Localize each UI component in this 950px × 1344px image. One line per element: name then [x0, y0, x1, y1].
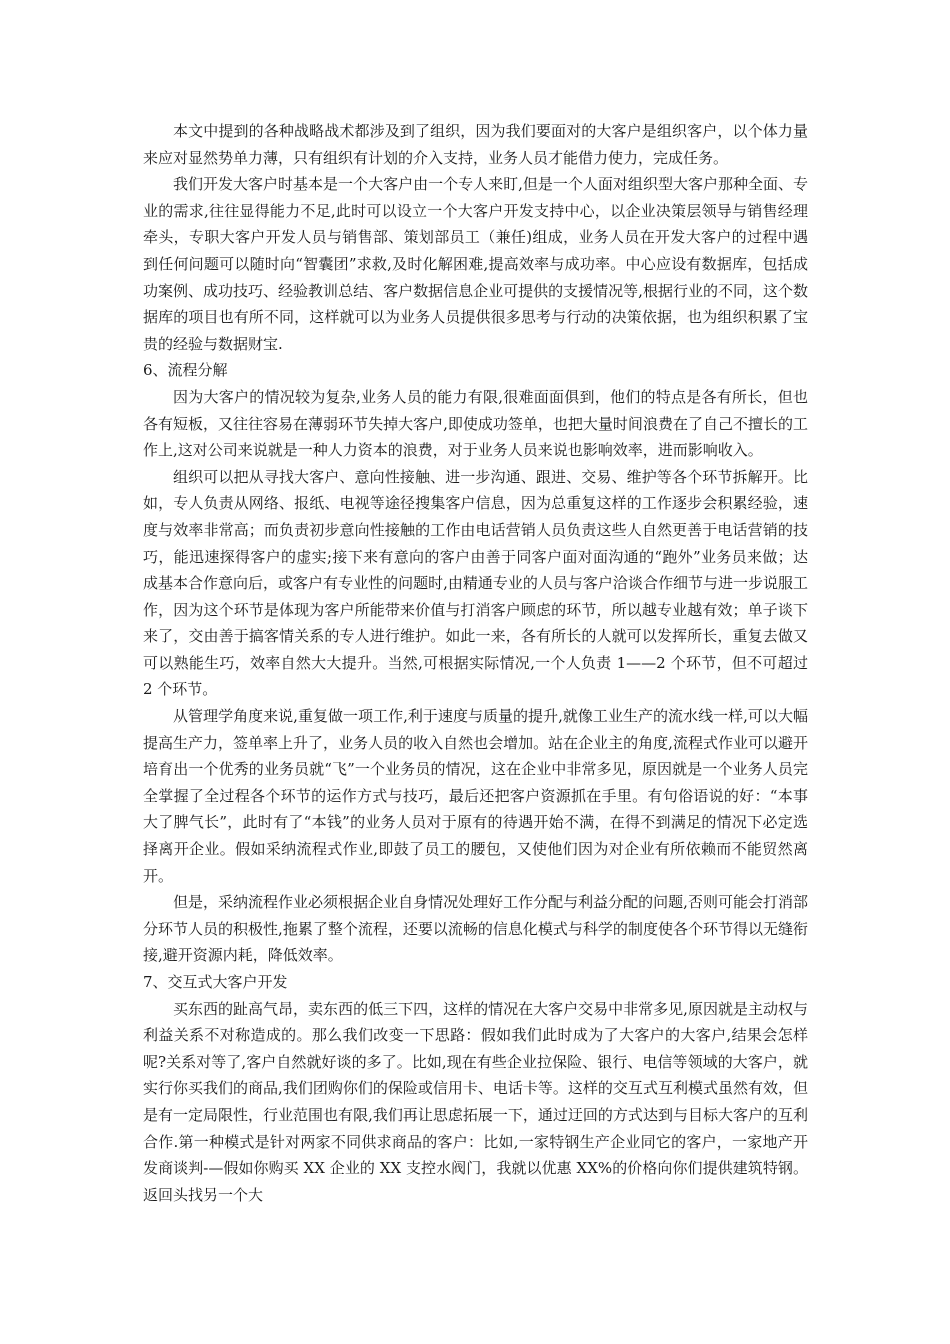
- paragraph-organization-intro: 本文中提到的各种战略战术都涉及到了组织，因为我们要面对的大客户是组织客户，以个体力量来应对显然势单力薄，只有组织有计划的介入支持，业务人员才能借力使力，完成任务。: [143, 122, 808, 167]
- section-heading-interactive: 7、交互式大客户开发: [143, 973, 288, 991]
- paragraph-process-problem: 因为大客户的情况较为复杂,业务人员的能力有限,很难面面俱到，他们的特点是各有所长，但也各有短板，又往往容易在薄弱环节失掉大客户,即使成功签单，也把大量时间浪费在了自己不擅长的工作上,这对公司来说就是一种人力资本的浪费，对于业务人员来说也影响效率，进而影响收入。: [143, 387, 808, 460]
- paragraph-management-view: 从管理学角度来说,重复做一项工作,利于速度与质量的提升,就像工业生产的流水线一样,可以大幅提高生产力，签单率上升了，业务人员的收入自然也会增加。站在企业主的角度,流程式作业可以避开培育出一个优秀的业务员就“飞”一个业务员的情况，这在企业中非常多见，原因就是一个业务人员完全掌握了全过程各个环节的运作方式与技巧，最后还把客户资源抓在手里。有句俗语说的好：“本事大了脾气长”，此时有了“本钱”的业务人员对于原有的待遇开始不满，在得不到满足的情况下必定选择离开企业。假如采纳流程式作业,即鼓了员工的腰包，又使他们因为对企业有所依赖而不能贸然离开。: [143, 707, 808, 885]
- section-heading-process: 6、流程分解: [143, 361, 228, 380]
- paragraph-process-split: 组织可以把从寻找大客户、意向性接触、进一步沟通、跟进、交易、维护等各个环节拆解开。比如，专人负责从网络、报纸、电视等途径搜集客户信息，因为总重复这样的工作逐步会积累经验，速度与效率非常高；而负责初步意向性接触的工作由电话营销人员负责这些人自然更善于电话营销的技巧，能迅速探得客户的虚实;接下来有意向的客户由善于同客户面对面沟通的“跑外”业务员来做；达成基本合作意向后，或客户有专业性的问题时,由精通专业的人员与客户洽谈合作细节与进一步说服工作，因为这个环节是体现为客户所能带来价值与打消客户顾虑的环节，所以越专业越有效；单子谈下来了，交由善于搞客情关系的专人进行维护。如此一来，各有所长的人就可以发挥所长，重复去做又可以熟能生巧，效率自然大大提升。当然,可根据实际情况,一个人负责 1——2 个环节，但不可超过 2 个环节。: [143, 467, 808, 699]
- paragraph-support-center: 我们开发大客户时基本是一个大客户由一个专人来盯,但是一个人面对组织型大客户那种全面、专业的需求,往往显得能力不足,此时可以设立一个大客户开发支持中心，以企业决策层领导与销售经理牵头，专职大客户开发人员与销售部、策划部员工（兼任)组成，业务人员在开发大客户的过程中遇到任何问题可以随时向“智囊团”求救,及时化解困难,提高效率与成功率。中心应设有数据库，包括成功案例、成功技巧、经验教训总结、客户数据信息企业可提供的支援情况等,根据行业的不同，这个数据库的项目也有所不同，这样就可以为业务人员提供很多思考与行动的决策依据，也为组织积累了宝贵的经验与数据财宝.: [143, 175, 808, 353]
- paragraph-interactive-development: 买东西的趾高气昂，卖东西的低三下四，这样的情况在大客户交易中非常多见,原因就是主动权与利益关系不对称造成的。那么我们改变一下思路：假如我们此时成为了大客户的大客户,结果会怎样呢?关系对等了,客户自然就好谈的多了。比如,现在有些企业拉保险、银行、电信等领域的大客户，就实行你买我们的商品,我们团购你们的保险或信用卡、电话卡等。这样的交互式互利模式虽然有效，但是有一定局限性，行业范围也有限,我们再让思虑拓展一下，通过迂回的方式达到与目标大客户的互利合作.第一种模式是针对两家不同供求商品的客户：比如,一家特钢生产企业同它的客户，一家地产开发商谈判-—假如你购买 XX 企业的 XX 支控水阀门，我就以优惠 XX%的价格向你们提供建筑特钢。返回头找另一个大: [143, 999, 808, 1204]
- document-page: [143, 118, 808, 1208]
- paragraph-process-caveat: 但是，采纳流程作业必须根据企业自身情况处理好工作分配与利益分配的问题,否则可能会打消部分环节人员的积极性,拖累了整个流程，还要以流畅的信息化模式与科学的制度使各个环节得以无缝衔接,避开资源内耗，降低效率。: [143, 893, 808, 965]
